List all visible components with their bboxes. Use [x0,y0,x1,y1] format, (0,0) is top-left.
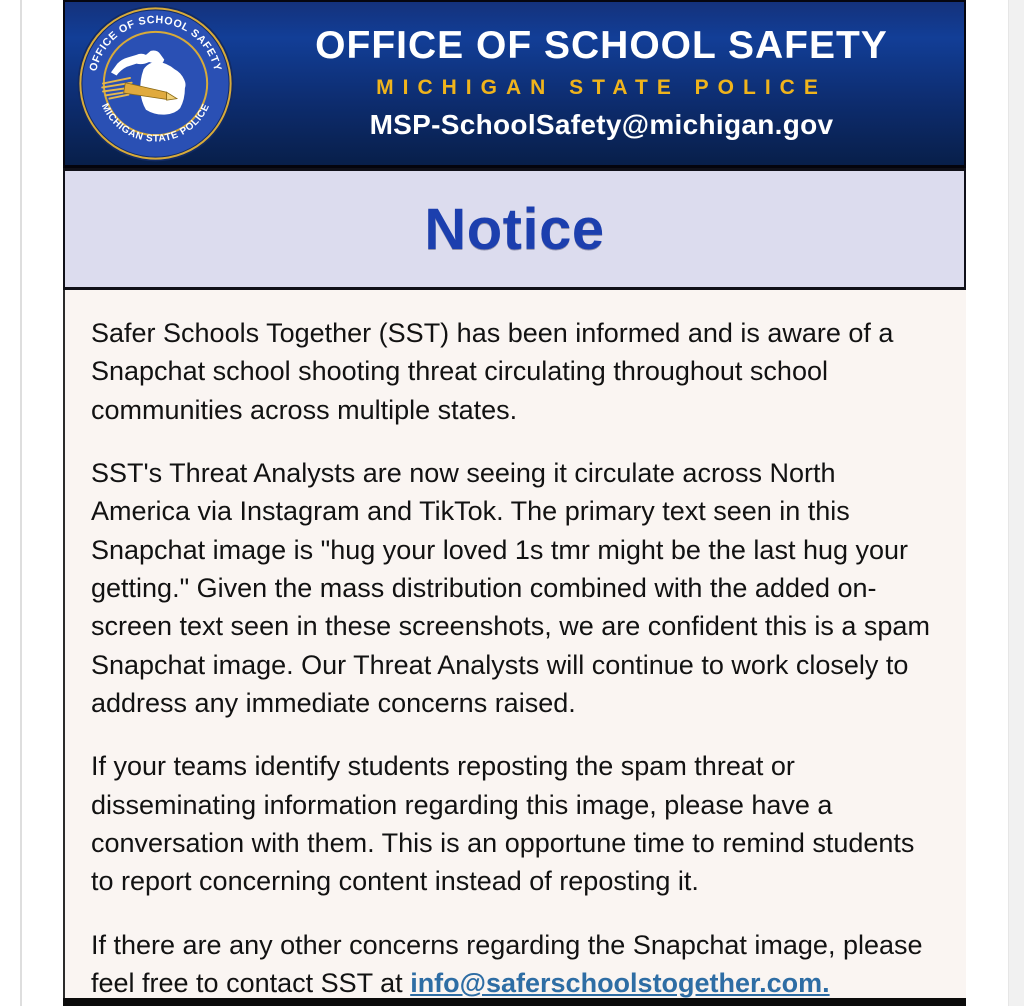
paragraph-threat-aware: Safer Schools Together (SST) has been informed and is aware of a Snapchat school shooting threat circulating throughout school communities across multiple states. [91,318,894,425]
header-text-block [245,2,958,165]
notice-label: Notice [424,196,605,262]
agency-subtitle: MICHIGAN STATE POLICE [376,75,827,99]
paragraph-analysis: SST's Threat Analysts are now seeing it circulate across North America via Instagram and TikTok. The primary text seen in this Snapchat image is "hug your loved 1s tmr might be the last hug your getting." Given the mass distribution combined with the added on-screen text seen in these screenshots, we are confident this is a spam Snapchat image. Our Threat Analysts will continue to work closely to address any immediate concerns raised. [91,457,930,718]
notice-body [63,290,966,1006]
paragraph-guidance: If your teams identify students reposting the spam threat or disseminating information regarding this image, please have a conversation with them. This is an opportune time to remind students to report concerning content instead of reposting it. [91,751,915,897]
bottom-divider [63,998,966,1006]
email-content [63,0,966,1006]
header-banner [63,0,966,168]
paragraph-contact [91,926,940,1003]
seal-top-text: OFFICE OF SCHOOL SAFETY [87,13,224,73]
left-margin-rule [20,0,22,1006]
seal-bottom-text: MICHIGAN STATE POLICE [98,101,213,145]
sst-email-link[interactable]: info@saferschoolstogether.com. [410,967,830,998]
michigan-state-police-school-safety-seal [76,4,235,163]
contact-prefix-text: If there are any other concerns regarding the Snapchat image, please feel free to contact SST at [91,929,923,998]
scrollbar-track[interactable] [1008,0,1024,1006]
notice-banner [63,168,966,290]
contact-email: MSP-SchoolSafety@michigan.gov [369,108,834,140]
office-title: OFFICE OF SCHOOL SAFETY [315,24,888,68]
